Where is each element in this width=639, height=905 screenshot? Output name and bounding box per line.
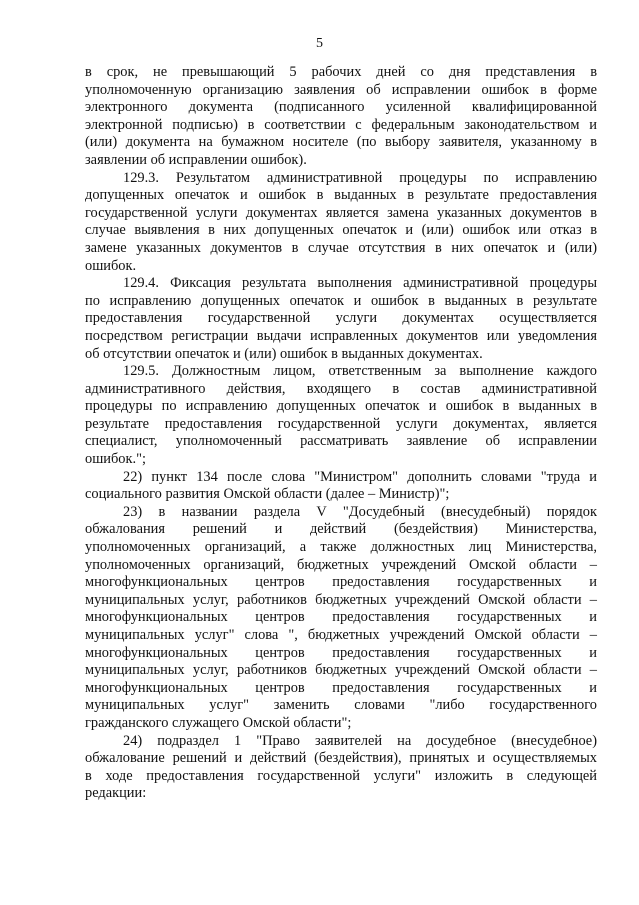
text-line: 129.5. Должностным лицом, ответственным за выполнение каждого (123, 363, 597, 380)
text-line: (или) документа на бумажном носителе (по выбору заявителя, указанному в (85, 134, 597, 151)
text-line: замене указанных документов в случае отсутствия в них опечаток и (или) (85, 239, 597, 256)
text-line: 129.4. Фиксация результата выполнения административной процедуры (123, 275, 597, 292)
text-line: государственной услуги документах является замена указанных документов в (85, 204, 597, 221)
text-line: посредством регистрации выдачи исправленных документов или уведомления (85, 327, 597, 344)
text-line: административного действия, входящего в состав административной (85, 380, 597, 397)
page-number: 5 (316, 36, 323, 51)
text-line: в ходе предоставления государственной услуги" изложить в следующей (85, 767, 597, 784)
text-line: многофункциональных центров предоставления государственных и (85, 644, 597, 661)
text-line: муниципальных услуг, работников бюджетных учреждений Омской области – (85, 591, 597, 608)
text-line: по исправлению допущенных опечаток и ошибок в выданных в результате (85, 292, 597, 309)
text-line: уполномоченных организаций, а также должностных лиц Министерства, (85, 539, 597, 556)
text-line: многофункциональных центров предоставления государственных и (85, 679, 597, 696)
text-line: об отсутствии опечаток и (или) ошибок в выданных документах. (85, 345, 483, 362)
text-line: 129.3. Результатом административной процедуры по исправлению (123, 169, 597, 186)
text-line: допущенных опечаток и ошибок в выданных в результате предоставления (85, 187, 597, 204)
text-line: результате предоставления государственной услуги документах, является (85, 415, 597, 432)
text-line: гражданского служащего Омской области"; (85, 714, 352, 731)
text-line: 22) пункт 134 после слова "Министром" дополнить словами "труда и (123, 468, 597, 485)
text-line: заявлении об исправлении ошибок). (85, 151, 307, 168)
text-line: многофункциональных центров предоставления государственных и (85, 574, 597, 591)
text-line: электронной подписью) в соответствии с федеральным законодательством и (85, 116, 597, 133)
text-line: муниципальных услуг" слова ", бюджетных учреждений Омской области – (85, 627, 597, 643)
text-line: 23) в названии раздела V "Досудебный (внесудебный) порядок (123, 503, 597, 520)
text-line: случае выявления в них допущенных опечаток и (или) ошибок или отказ в (85, 222, 597, 239)
text-line: предоставления государственной услуги документах осуществляется (85, 310, 597, 327)
text-line: социального развития Омской области (далее – Министр)"; (85, 486, 450, 503)
text-line: многофункциональных центров предоставления государственных и (85, 609, 597, 626)
text-line: в срок, не превышающий 5 рабочих дней со дня представления в (85, 64, 597, 80)
text-line: обжалования решений и действий (бездействия) Министерства, (85, 521, 597, 538)
text-line: процедуры по исправлению допущенных опечаток и ошибок в выданных в (85, 398, 597, 415)
text-line: муниципальных услуг, работников бюджетных учреждений Омской области – (85, 662, 597, 679)
text-line: обжалование решений и действий (бездействия), принятых и осуществляемых (85, 750, 597, 767)
text-line: уполномоченных организаций, бюджетных учреждений Омской области – (85, 556, 597, 573)
document-body (85, 64, 597, 803)
text-line: 24) подраздел 1 "Право заявителей на досудебное (внесудебное) (123, 732, 597, 749)
text-line: уполномоченную организацию заявления об исправлении ошибок в форме (85, 81, 597, 98)
text-line: специалист, уполномоченный рассматривать заявление об исправлении (85, 433, 597, 450)
text-line: муниципальных услуг" заменить словами "либо государственного (85, 697, 597, 714)
text-line: ошибок. (85, 257, 137, 274)
text-line: редакции: (85, 785, 147, 802)
text-line: электронного документа (подписанного усиленной квалифицированной (85, 99, 597, 116)
text-line: ошибок."; (85, 451, 146, 468)
